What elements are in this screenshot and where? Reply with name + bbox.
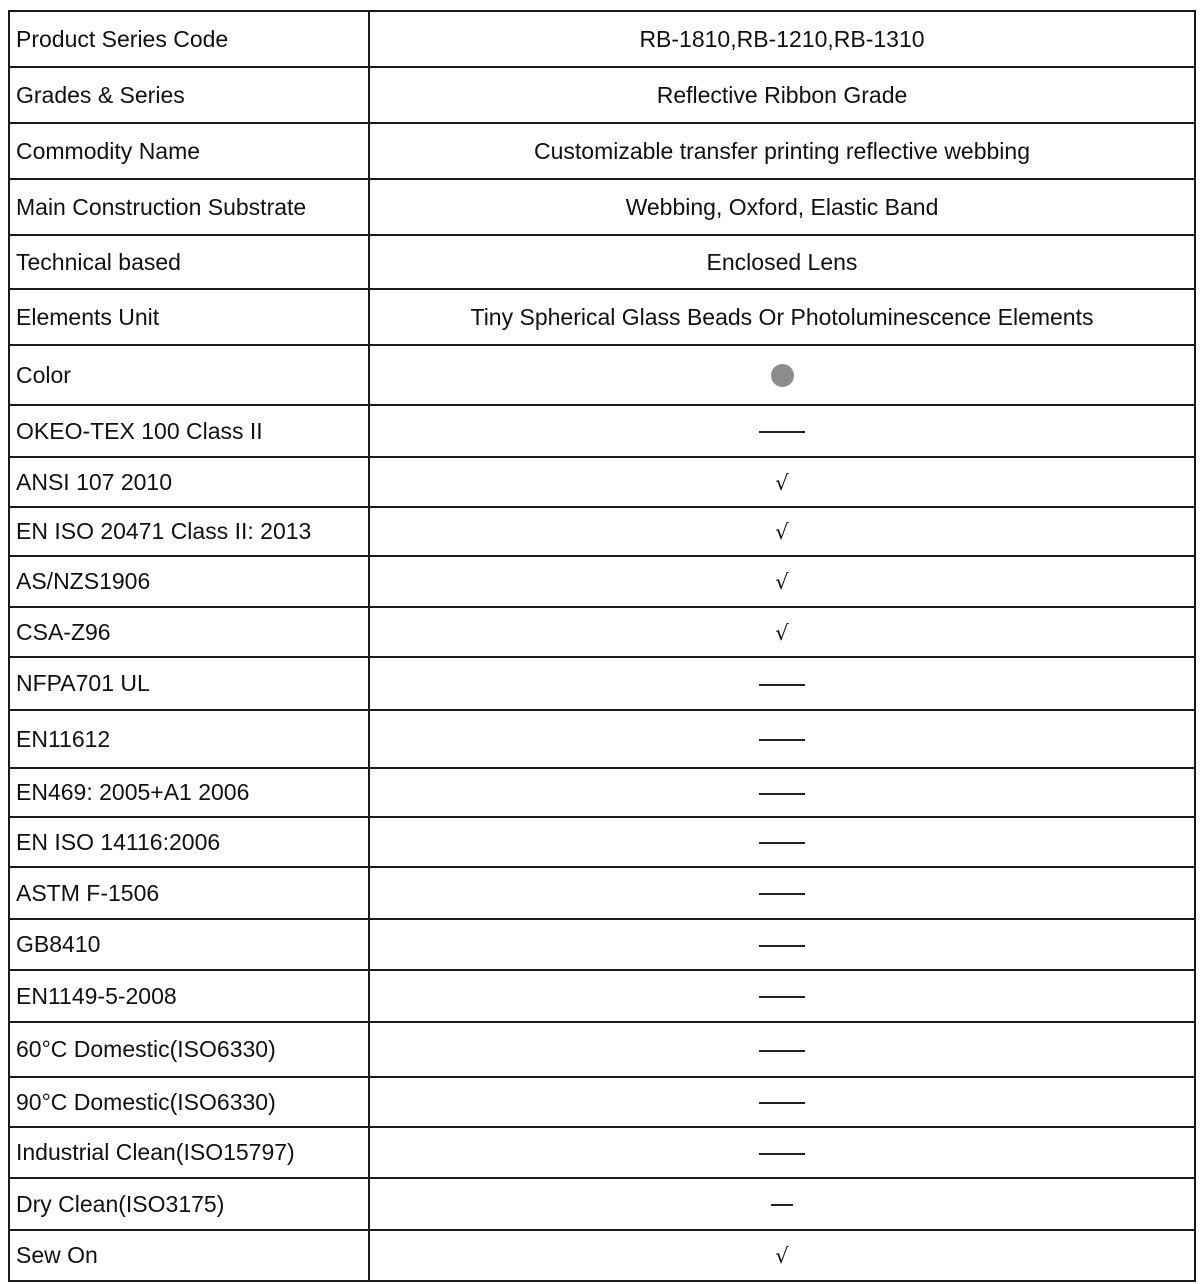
row-label: EN11612 [9, 710, 369, 768]
color-swatch-icon [771, 364, 794, 387]
row-value: Enclosed Lens [369, 235, 1195, 289]
row-value-dash [369, 405, 1195, 457]
row-label: ASTM F-1506 [9, 867, 369, 919]
table-row [9, 179, 1195, 235]
specification-table [8, 10, 1196, 1282]
check-mark-icon: √ [775, 520, 789, 544]
row-label: CSA-Z96 [9, 607, 369, 657]
row-value-dash [369, 657, 1195, 710]
table-row [9, 457, 1195, 507]
row-value: Tiny Spherical Glass Beads Or Photoluminescence Elements [369, 289, 1195, 345]
row-label: EN469: 2005+A1 2006 [9, 768, 369, 817]
row-value-dash [369, 867, 1195, 919]
table-row [9, 556, 1195, 607]
table-row [9, 289, 1195, 345]
table-row [9, 768, 1195, 817]
table-row [9, 1127, 1195, 1178]
dash-icon [759, 793, 805, 795]
row-value: Webbing, Oxford, Elastic Band [369, 179, 1195, 235]
table-row [9, 710, 1195, 768]
check-mark-icon: √ [775, 570, 789, 594]
row-label: AS/NZS1906 [9, 556, 369, 607]
row-label: Technical based [9, 235, 369, 289]
row-value-dash [369, 710, 1195, 768]
row-value-dash [369, 768, 1195, 817]
row-label: Commodity Name [9, 123, 369, 179]
row-label: OKEO-TEX 100 Class II [9, 405, 369, 457]
row-label: Elements Unit [9, 289, 369, 345]
row-label: EN1149-5-2008 [9, 970, 369, 1022]
table-row [9, 817, 1195, 867]
row-value-check [369, 556, 1195, 607]
check-mark-icon: √ [775, 620, 789, 645]
row-value-dash [369, 1077, 1195, 1127]
row-value-dash [369, 919, 1195, 970]
table-row [9, 345, 1195, 405]
table-row [9, 507, 1195, 556]
table-row [9, 67, 1195, 123]
row-label: Sew On [9, 1230, 369, 1281]
dash-icon [771, 1204, 793, 1206]
dash-icon [759, 842, 805, 844]
dash-icon [759, 996, 805, 998]
row-value-dash [369, 970, 1195, 1022]
row-label: 60°C Domestic(ISO6330) [9, 1022, 369, 1077]
row-value-check [369, 1230, 1195, 1281]
dash-icon [759, 1050, 805, 1052]
dash-icon [759, 893, 805, 895]
row-value-check [369, 507, 1195, 556]
table-row [9, 970, 1195, 1022]
row-value: Customizable transfer printing reflective webbing [369, 123, 1195, 179]
table-row [9, 1178, 1195, 1230]
row-label: Color [9, 345, 369, 405]
row-label: Industrial Clean(ISO15797) [9, 1127, 369, 1178]
row-label: Dry Clean(ISO3175) [9, 1178, 369, 1230]
table-row [9, 607, 1195, 657]
table-row [9, 11, 1195, 67]
row-label: NFPA701 UL [9, 657, 369, 710]
dash-icon [759, 431, 805, 433]
check-mark-icon: √ [775, 1244, 789, 1268]
check-mark-icon: √ [775, 470, 789, 495]
dash-icon [759, 1153, 805, 1155]
row-value: Reflective Ribbon Grade [369, 67, 1195, 123]
dash-icon [759, 1102, 805, 1104]
row-value-check [369, 607, 1195, 657]
table-row [9, 867, 1195, 919]
row-value-dash [369, 817, 1195, 867]
row-label: Grades & Series [9, 67, 369, 123]
row-value-check [369, 457, 1195, 507]
row-value-dash [369, 1022, 1195, 1077]
row-value: RB-1810,RB-1210,RB-1310 [369, 11, 1195, 67]
row-label: Product Series Code [9, 11, 369, 67]
row-label: EN ISO 14116:2006 [9, 817, 369, 867]
table-row [9, 123, 1195, 179]
row-value-dash [369, 1127, 1195, 1178]
dash-icon [759, 684, 805, 686]
table-row [9, 1077, 1195, 1127]
specification-table-body [9, 11, 1195, 1281]
row-value-color [369, 345, 1195, 405]
row-label: EN ISO 20471 Class II: 2013 [9, 507, 369, 556]
table-row [9, 405, 1195, 457]
table-row [9, 657, 1195, 710]
row-label: Main Construction Substrate [9, 179, 369, 235]
row-label: GB8410 [9, 919, 369, 970]
table-row [9, 919, 1195, 970]
dash-icon [759, 945, 805, 947]
table-row [9, 235, 1195, 289]
table-row [9, 1230, 1195, 1281]
dash-icon [759, 739, 805, 741]
row-label: ANSI 107 2010 [9, 457, 369, 507]
row-label: 90°C Domestic(ISO6330) [9, 1077, 369, 1127]
table-row [9, 1022, 1195, 1077]
row-value-dash [369, 1178, 1195, 1230]
